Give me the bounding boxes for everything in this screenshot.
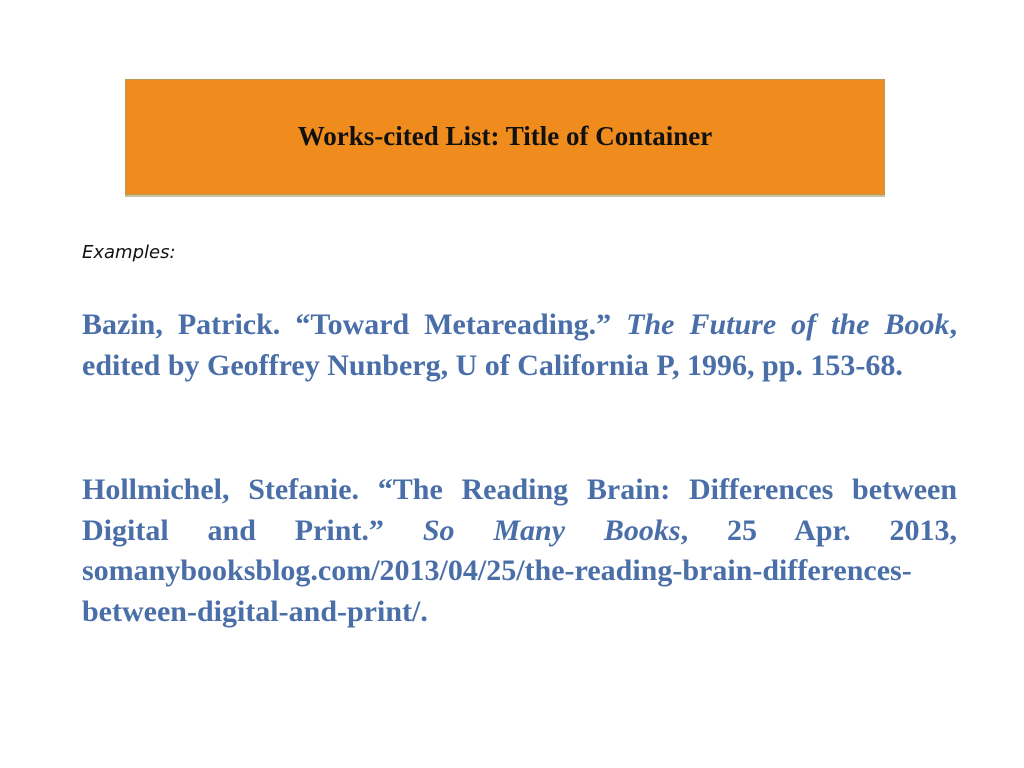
title-banner — [125, 79, 885, 195]
citation-container-title: So Many Books — [422, 513, 681, 547]
citation-article-title: “The Reading Brain: Differences between Digital and Print.” — [82, 473, 958, 547]
citation-article-title: “Toward Metareading.” — [295, 308, 627, 341]
citation-hollmichel — [82, 470, 957, 632]
citation-author: Bazin, Patrick. — [82, 308, 296, 341]
examples-label: Examples: — [82, 242, 176, 263]
citation-container-title: The Future of the Book — [626, 308, 950, 341]
slide-title: Works-cited List: Title of Container — [297, 120, 713, 151]
citation-bazin — [82, 305, 957, 386]
citation-details: , 25 Apr. 2013, somanybooksblog.com/2013/04/25/the-reading-brain-differences-between-digital-and-print/. — [82, 513, 957, 628]
citation-author: Hollmichel, Stefanie. — [82, 473, 378, 506]
citation-details: , edited by Geoffrey Nunberg, U of California P, 1996, pp. 153-68. — [82, 308, 957, 382]
